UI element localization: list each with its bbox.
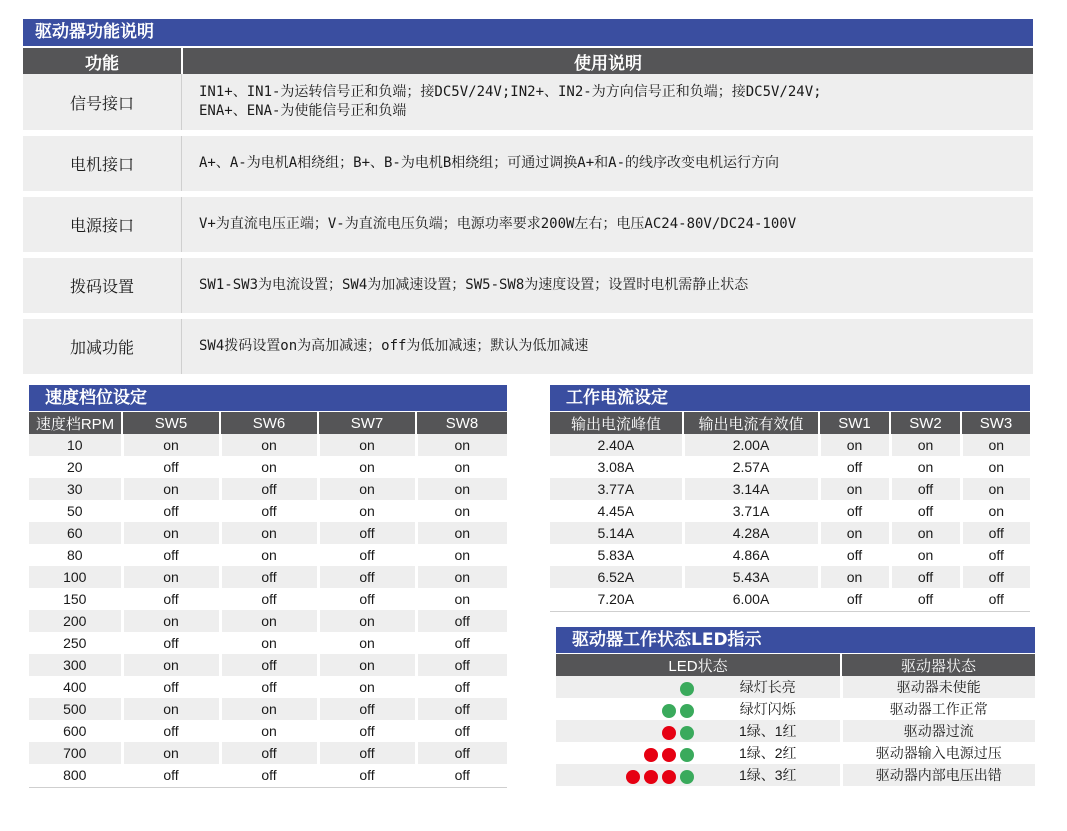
sw5-cell: off <box>122 500 220 522</box>
rms-current-cell: 3.14A <box>683 478 819 500</box>
peak-current-cell: 3.77A <box>550 478 683 500</box>
function-header-col2: 使用说明 <box>574 53 642 74</box>
sw1-cell: off <box>819 588 890 610</box>
current-table-row <box>550 544 1030 566</box>
function-name: 信号接口 <box>23 74 182 130</box>
speed-table-row <box>29 610 507 632</box>
sw1-cell: on <box>819 566 890 588</box>
sw1-cell: on <box>819 522 890 544</box>
sw5-cell: on <box>122 742 220 764</box>
rms-current-cell: 4.86A <box>683 544 819 566</box>
sw7-cell: on <box>318 434 416 456</box>
sw3-cell: off <box>961 566 1030 588</box>
speed-table-row <box>29 698 507 720</box>
peak-current-cell: 2.40A <box>550 434 683 456</box>
led-table-row <box>556 698 1035 720</box>
sw8-cell: on <box>416 544 507 566</box>
sw8-cell: on <box>416 566 507 588</box>
speed-table-row <box>29 764 507 786</box>
sw8-cell: on <box>416 500 507 522</box>
current-table-row <box>550 588 1030 610</box>
led-state-label: 绿灯闪烁 <box>739 701 796 717</box>
sw5-cell: on <box>122 698 220 720</box>
peak-current-cell: 6.52A <box>550 566 683 588</box>
sw6-cell: off <box>220 764 318 786</box>
current-header-peak: 输出电流峰值 <box>550 412 683 434</box>
driver-status-cell: 驱动器过流 <box>841 720 1035 742</box>
sw8-cell: off <box>416 676 507 698</box>
sw8-cell: on <box>416 478 507 500</box>
sw2-cell: on <box>890 522 961 544</box>
current-section-title: 工作电流设定 <box>550 385 1030 411</box>
rpm-cell: 10 <box>29 434 122 456</box>
speed-table-row <box>29 478 507 500</box>
led-table-row <box>556 676 1035 698</box>
sw5-cell: off <box>122 544 220 566</box>
sw1-cell: off <box>819 544 890 566</box>
speed-table-row <box>29 566 507 588</box>
sw1-cell: off <box>819 500 890 522</box>
sw7-cell: off <box>318 720 416 742</box>
sw5-cell: off <box>122 456 220 478</box>
sw8-cell: on <box>416 588 507 610</box>
rpm-cell: 300 <box>29 654 122 676</box>
sw6-cell: on <box>220 456 318 478</box>
led-header-status: 驱动器状态 <box>841 654 1035 676</box>
sw8-cell: off <box>416 632 507 654</box>
function-row-accel <box>23 319 1033 374</box>
speed-table-row <box>29 456 507 478</box>
sw7-cell: on <box>318 478 416 500</box>
sw7-cell: off <box>318 522 416 544</box>
sw1-cell: off <box>819 456 890 478</box>
red-led-icon <box>662 748 676 762</box>
peak-current-cell: 4.45A <box>550 500 683 522</box>
speed-header-sw5: SW5 <box>122 412 220 434</box>
led-state-cell <box>556 698 841 720</box>
sw5-cell: off <box>122 720 220 742</box>
peak-current-cell: 7.20A <box>550 588 683 610</box>
sw8-cell: on <box>416 522 507 544</box>
sw5-cell: on <box>122 434 220 456</box>
function-row-dip <box>23 258 1033 313</box>
sw1-cell: on <box>819 478 890 500</box>
speed-table-row <box>29 522 507 544</box>
led-dots <box>622 768 694 784</box>
current-header-rms: 输出电流有效值 <box>683 412 819 434</box>
current-header-sw1: SW1 <box>819 412 890 434</box>
green-led-icon <box>680 748 694 762</box>
driver-status-cell: 驱动器工作正常 <box>841 698 1035 720</box>
sw6-cell: on <box>220 434 318 456</box>
rpm-cell: 500 <box>29 698 122 720</box>
speed-table-row <box>29 544 507 566</box>
speed-header-rpm: 速度档RPM <box>29 412 122 434</box>
function-row-power <box>23 197 1033 252</box>
sw2-cell: on <box>890 434 961 456</box>
sw3-cell: on <box>961 500 1030 522</box>
sw3-cell: on <box>961 434 1030 456</box>
sw6-cell: off <box>220 566 318 588</box>
sw7-cell: off <box>318 566 416 588</box>
current-table-header <box>550 412 1030 434</box>
sw7-cell: off <box>318 698 416 720</box>
sw2-cell: off <box>890 588 961 610</box>
rpm-cell: 250 <box>29 632 122 654</box>
sw6-cell: off <box>220 742 318 764</box>
function-desc: SW4拨码设置on为高加减速；off为低加减速；默认为低加减速 <box>199 338 589 354</box>
sw2-cell: on <box>890 456 961 478</box>
driver-status-cell: 驱动器输入电源过压 <box>841 742 1035 764</box>
sw6-cell: off <box>220 500 318 522</box>
red-led-icon <box>644 748 658 762</box>
speed-table-row <box>29 720 507 742</box>
current-table-row <box>550 478 1030 500</box>
speed-table-row <box>29 676 507 698</box>
speed-table <box>29 412 507 786</box>
sw7-cell: on <box>318 654 416 676</box>
led-state-label: 1绿、1红 <box>738 723 797 739</box>
peak-current-cell: 5.14A <box>550 522 683 544</box>
function-name: 加减功能 <box>23 319 182 374</box>
led-table-header <box>556 654 1035 676</box>
led-state-label: 1绿、2红 <box>738 745 797 761</box>
sw6-cell: on <box>220 720 318 742</box>
rpm-cell: 20 <box>29 456 122 478</box>
function-name: 拨码设置 <box>23 258 182 313</box>
rpm-cell: 800 <box>29 764 122 786</box>
rpm-cell: 600 <box>29 720 122 742</box>
sw8-cell: off <box>416 698 507 720</box>
sw6-cell: off <box>220 588 318 610</box>
peak-current-cell: 3.08A <box>550 456 683 478</box>
current-table-row <box>550 456 1030 478</box>
function-table-header <box>23 48 1033 74</box>
function-desc: V+为直流电压正端；V-为直流电压负端；电源功率要求200W左右；电压AC24-80V/DC24-100V <box>199 216 797 232</box>
sw6-cell: on <box>220 610 318 632</box>
rms-current-cell: 2.57A <box>683 456 819 478</box>
rpm-cell: 700 <box>29 742 122 764</box>
function-desc: SW1-SW3为电流设置；SW4为加减速设置；SW5-SW8为速度设置；设置时电机需静止状态 <box>199 277 749 293</box>
led-dots <box>676 680 694 696</box>
green-led-icon <box>680 726 694 740</box>
sw8-cell: on <box>416 456 507 478</box>
green-led-icon <box>680 770 694 784</box>
sw5-cell: on <box>122 566 220 588</box>
rpm-cell: 60 <box>29 522 122 544</box>
sw8-cell: off <box>416 720 507 742</box>
speed-table-row <box>29 500 507 522</box>
sw8-cell: on <box>416 434 507 456</box>
red-led-icon <box>644 770 658 784</box>
rms-current-cell: 2.00A <box>683 434 819 456</box>
led-dots <box>640 746 694 762</box>
current-table-row <box>550 522 1030 544</box>
red-led-icon <box>626 770 640 784</box>
sw2-cell: off <box>890 566 961 588</box>
speed-section-title: 速度档位设定 <box>29 385 507 411</box>
current-header-sw2: SW2 <box>890 412 961 434</box>
function-header-col1: 功能 <box>23 48 183 74</box>
peak-current-cell: 5.83A <box>550 544 683 566</box>
current-table <box>550 412 1030 610</box>
sw6-cell: on <box>220 698 318 720</box>
led-state-cell <box>556 764 841 786</box>
function-row-motor <box>23 136 1033 191</box>
sw5-cell: off <box>122 588 220 610</box>
rpm-cell: 30 <box>29 478 122 500</box>
speed-table-row <box>29 434 507 456</box>
sw5-cell: off <box>122 676 220 698</box>
sw7-cell: on <box>318 632 416 654</box>
speed-table-header <box>29 412 507 434</box>
led-table-row <box>556 720 1035 742</box>
sw8-cell: off <box>416 654 507 676</box>
speed-table-row <box>29 742 507 764</box>
sw7-cell: off <box>318 544 416 566</box>
function-name: 电机接口 <box>23 136 182 191</box>
rpm-cell: 400 <box>29 676 122 698</box>
sw6-cell: off <box>220 676 318 698</box>
led-table-row <box>556 764 1035 786</box>
sw6-cell: off <box>220 654 318 676</box>
sw7-cell: on <box>318 500 416 522</box>
sw6-cell: on <box>220 632 318 654</box>
function-row-signal <box>23 74 1033 130</box>
sw7-cell: on <box>318 676 416 698</box>
sw7-cell: off <box>318 764 416 786</box>
function-name: 电源接口 <box>23 197 182 252</box>
current-table-row <box>550 566 1030 588</box>
led-state-cell <box>556 720 841 742</box>
sw3-cell: off <box>961 588 1030 610</box>
sw5-cell: off <box>122 632 220 654</box>
speed-table-row <box>29 632 507 654</box>
sw5-cell: off <box>122 764 220 786</box>
led-section-title: 驱动器工作状态LED指示 <box>556 627 1035 653</box>
rms-current-cell: 6.00A <box>683 588 819 610</box>
sw5-cell: on <box>122 478 220 500</box>
sw2-cell: off <box>890 478 961 500</box>
driver-status-cell: 驱动器未使能 <box>841 676 1035 698</box>
driver-status-cell: 驱动器内部电压出错 <box>841 764 1035 786</box>
green-led-icon <box>680 704 694 718</box>
sw5-cell: on <box>122 522 220 544</box>
led-state-label: 绿灯长亮 <box>739 679 796 695</box>
led-dots <box>658 724 694 740</box>
green-led-icon <box>662 704 676 718</box>
speed-header-sw7: SW7 <box>318 412 416 434</box>
sw5-cell: on <box>122 610 220 632</box>
speed-table-row <box>29 588 507 610</box>
led-state-cell <box>556 742 841 764</box>
led-state-cell <box>556 676 841 698</box>
sw6-cell: on <box>220 544 318 566</box>
red-led-icon <box>662 770 676 784</box>
sw3-cell: off <box>961 522 1030 544</box>
rpm-cell: 50 <box>29 500 122 522</box>
rpm-cell: 150 <box>29 588 122 610</box>
red-led-icon <box>662 726 676 740</box>
sw3-cell: on <box>961 478 1030 500</box>
current-table-row <box>550 500 1030 522</box>
current-table-row <box>550 434 1030 456</box>
sw3-cell: on <box>961 456 1030 478</box>
rms-current-cell: 5.43A <box>683 566 819 588</box>
rpm-cell: 200 <box>29 610 122 632</box>
rpm-cell: 80 <box>29 544 122 566</box>
led-state-label: 1绿、3红 <box>738 767 797 783</box>
sw7-cell: on <box>318 456 416 478</box>
led-header-led: LED状态 <box>556 654 841 676</box>
current-header-sw3: SW3 <box>961 412 1030 434</box>
rms-current-cell: 4.28A <box>683 522 819 544</box>
sw7-cell: off <box>318 742 416 764</box>
led-table <box>556 654 1035 786</box>
sw8-cell: off <box>416 742 507 764</box>
speed-header-sw8: SW8 <box>416 412 507 434</box>
led-dots <box>658 702 694 718</box>
speed-table-row <box>29 654 507 676</box>
rms-current-cell: 3.71A <box>683 500 819 522</box>
sw2-cell: on <box>890 544 961 566</box>
led-table-row <box>556 742 1035 764</box>
function-table <box>23 48 1033 374</box>
green-led-icon <box>680 682 694 696</box>
sw8-cell: off <box>416 764 507 786</box>
function-desc: A+、A-为电机A相绕组；B+、B-为电机B相绕组；可通过调换A+和A-的线序改变电机运行方向 <box>199 155 779 171</box>
sw1-cell: on <box>819 434 890 456</box>
sw2-cell: off <box>890 500 961 522</box>
sw7-cell: off <box>318 588 416 610</box>
sw5-cell: on <box>122 654 220 676</box>
sw3-cell: off <box>961 544 1030 566</box>
sw8-cell: off <box>416 610 507 632</box>
sw6-cell: off <box>220 478 318 500</box>
sw6-cell: on <box>220 522 318 544</box>
rpm-cell: 100 <box>29 566 122 588</box>
speed-header-sw6: SW6 <box>220 412 318 434</box>
sw7-cell: on <box>318 610 416 632</box>
function-desc: IN1+、IN1-为运转信号正和负端；接DC5V/24V;IN2+、IN2-为方向信号正和负端；接DC5V/24V; ENA+、ENA-为使能信号正和负端 <box>199 84 822 119</box>
function-section-title: 驱动器功能说明 <box>23 19 1033 46</box>
